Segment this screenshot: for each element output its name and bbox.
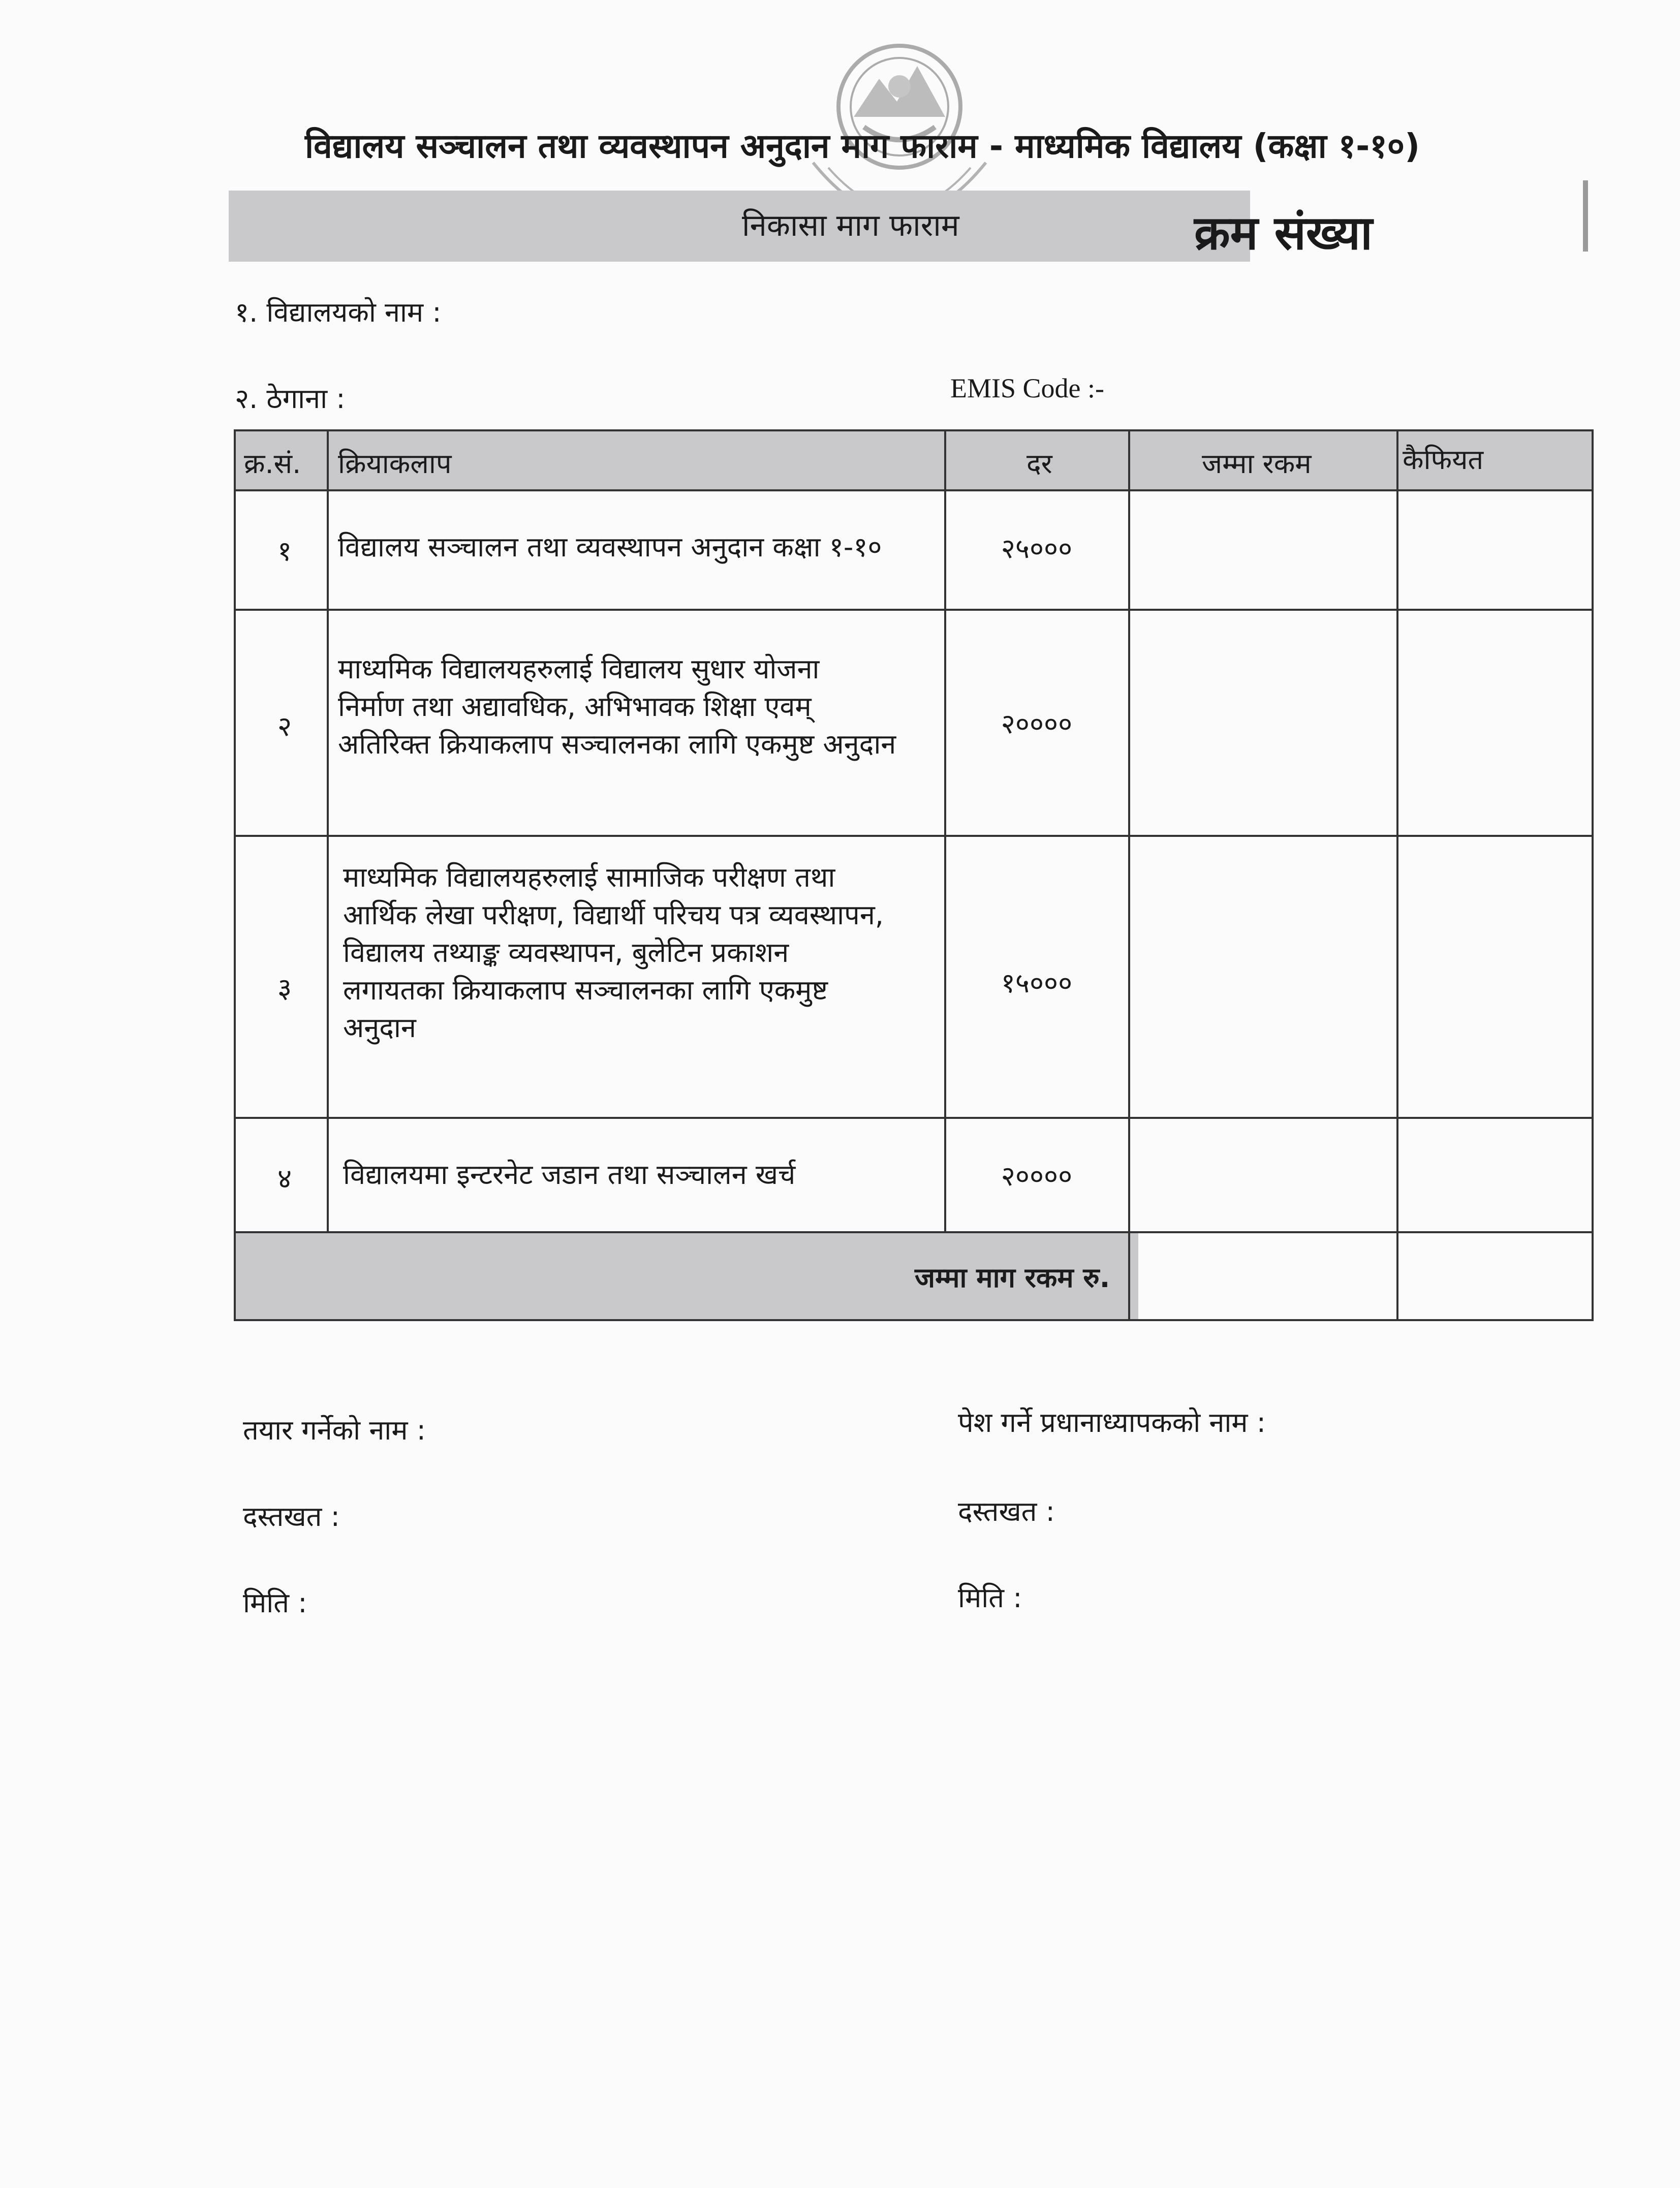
row-serial: ३ bbox=[277, 972, 292, 1004]
row-activity: विद्यालयमा इन्टरनेट जडान तथा सञ्चालन खर्च bbox=[343, 1159, 796, 1191]
header-rate: दर bbox=[1026, 448, 1052, 480]
address-label: २. ठेगाना : bbox=[235, 383, 346, 415]
header-activity: क्रियाकलाप bbox=[338, 448, 452, 480]
headteacher-name-label: पेश गर्ने प्रधानाध्यापकको नाम : bbox=[958, 1406, 1266, 1439]
serial-number-label: क्रम संख्या bbox=[1194, 206, 1373, 260]
row-activity: माध्यमिक विद्यालयहरुलाई विद्यालय सुधार योजना निर्माण तथा अद्यावधिक, अभिभावक शिक्षा एवम् अतिरिक्त क्रियाकलाप सञ्चालनका लागि एकमुष्ट अनुदान bbox=[338, 653, 896, 760]
preparer-date-label: मिति : bbox=[243, 1587, 307, 1619]
row-activity: विद्यालय सञ्चालन तथा व्यवस्थापन अनुदान कक्षा १-१० bbox=[338, 531, 882, 563]
school-name-label: १. विद्यालयको नाम : bbox=[235, 296, 442, 328]
edge-mark bbox=[1583, 180, 1588, 252]
form-title: विद्यालय सञ्चालन तथा व्यवस्थापन अनुदान माग फाराम - माध्यमिक विद्यालय (कक्षा १-१०) bbox=[305, 127, 1420, 166]
header-banner bbox=[229, 191, 1250, 262]
header-remarks: कैफियत bbox=[1403, 444, 1484, 476]
row-serial: ४ bbox=[277, 1163, 292, 1195]
row-rate: २०००० bbox=[1001, 708, 1073, 740]
headteacher-signature-label: दस्तखत : bbox=[958, 1495, 1055, 1527]
header-total-amount: जम्मा रकम bbox=[1202, 448, 1312, 480]
preparer-signature-label: दस्तखत : bbox=[243, 1501, 340, 1533]
headteacher-date-label: मिति : bbox=[958, 1582, 1022, 1614]
emis-code-label: EMIS Code :- bbox=[950, 373, 1104, 403]
row-serial: २ bbox=[277, 710, 292, 742]
row-rate: १५००० bbox=[1001, 967, 1073, 999]
row-serial: १ bbox=[277, 535, 292, 567]
row-rate: २५००० bbox=[1001, 533, 1073, 565]
row-rate: २०००० bbox=[1001, 1160, 1073, 1192]
preparer-name-label: तयार गर्नेको नाम : bbox=[243, 1414, 426, 1446]
grant-table bbox=[234, 429, 1594, 1321]
total-demand-label: जम्मा माग रकम रु. bbox=[915, 1262, 1110, 1294]
header-serial: क्र.सं. bbox=[244, 448, 301, 480]
row-activity: माध्यमिक विद्यालयहरुलाई सामाजिक परीक्षण तथा आर्थिक लेखा परीक्षण, विद्यार्थी परिचय पत्र व्यवस्थापन, विद्यालय तथ्याङ्क व्यवस्थापन, बुलेटिन प्रकाशन लगायतका क्रियाकलाप सञ्चालनका लागि एकमुष्ट अनुदान bbox=[343, 861, 884, 1044]
banner-title: निकासा माग फाराम bbox=[742, 208, 959, 243]
